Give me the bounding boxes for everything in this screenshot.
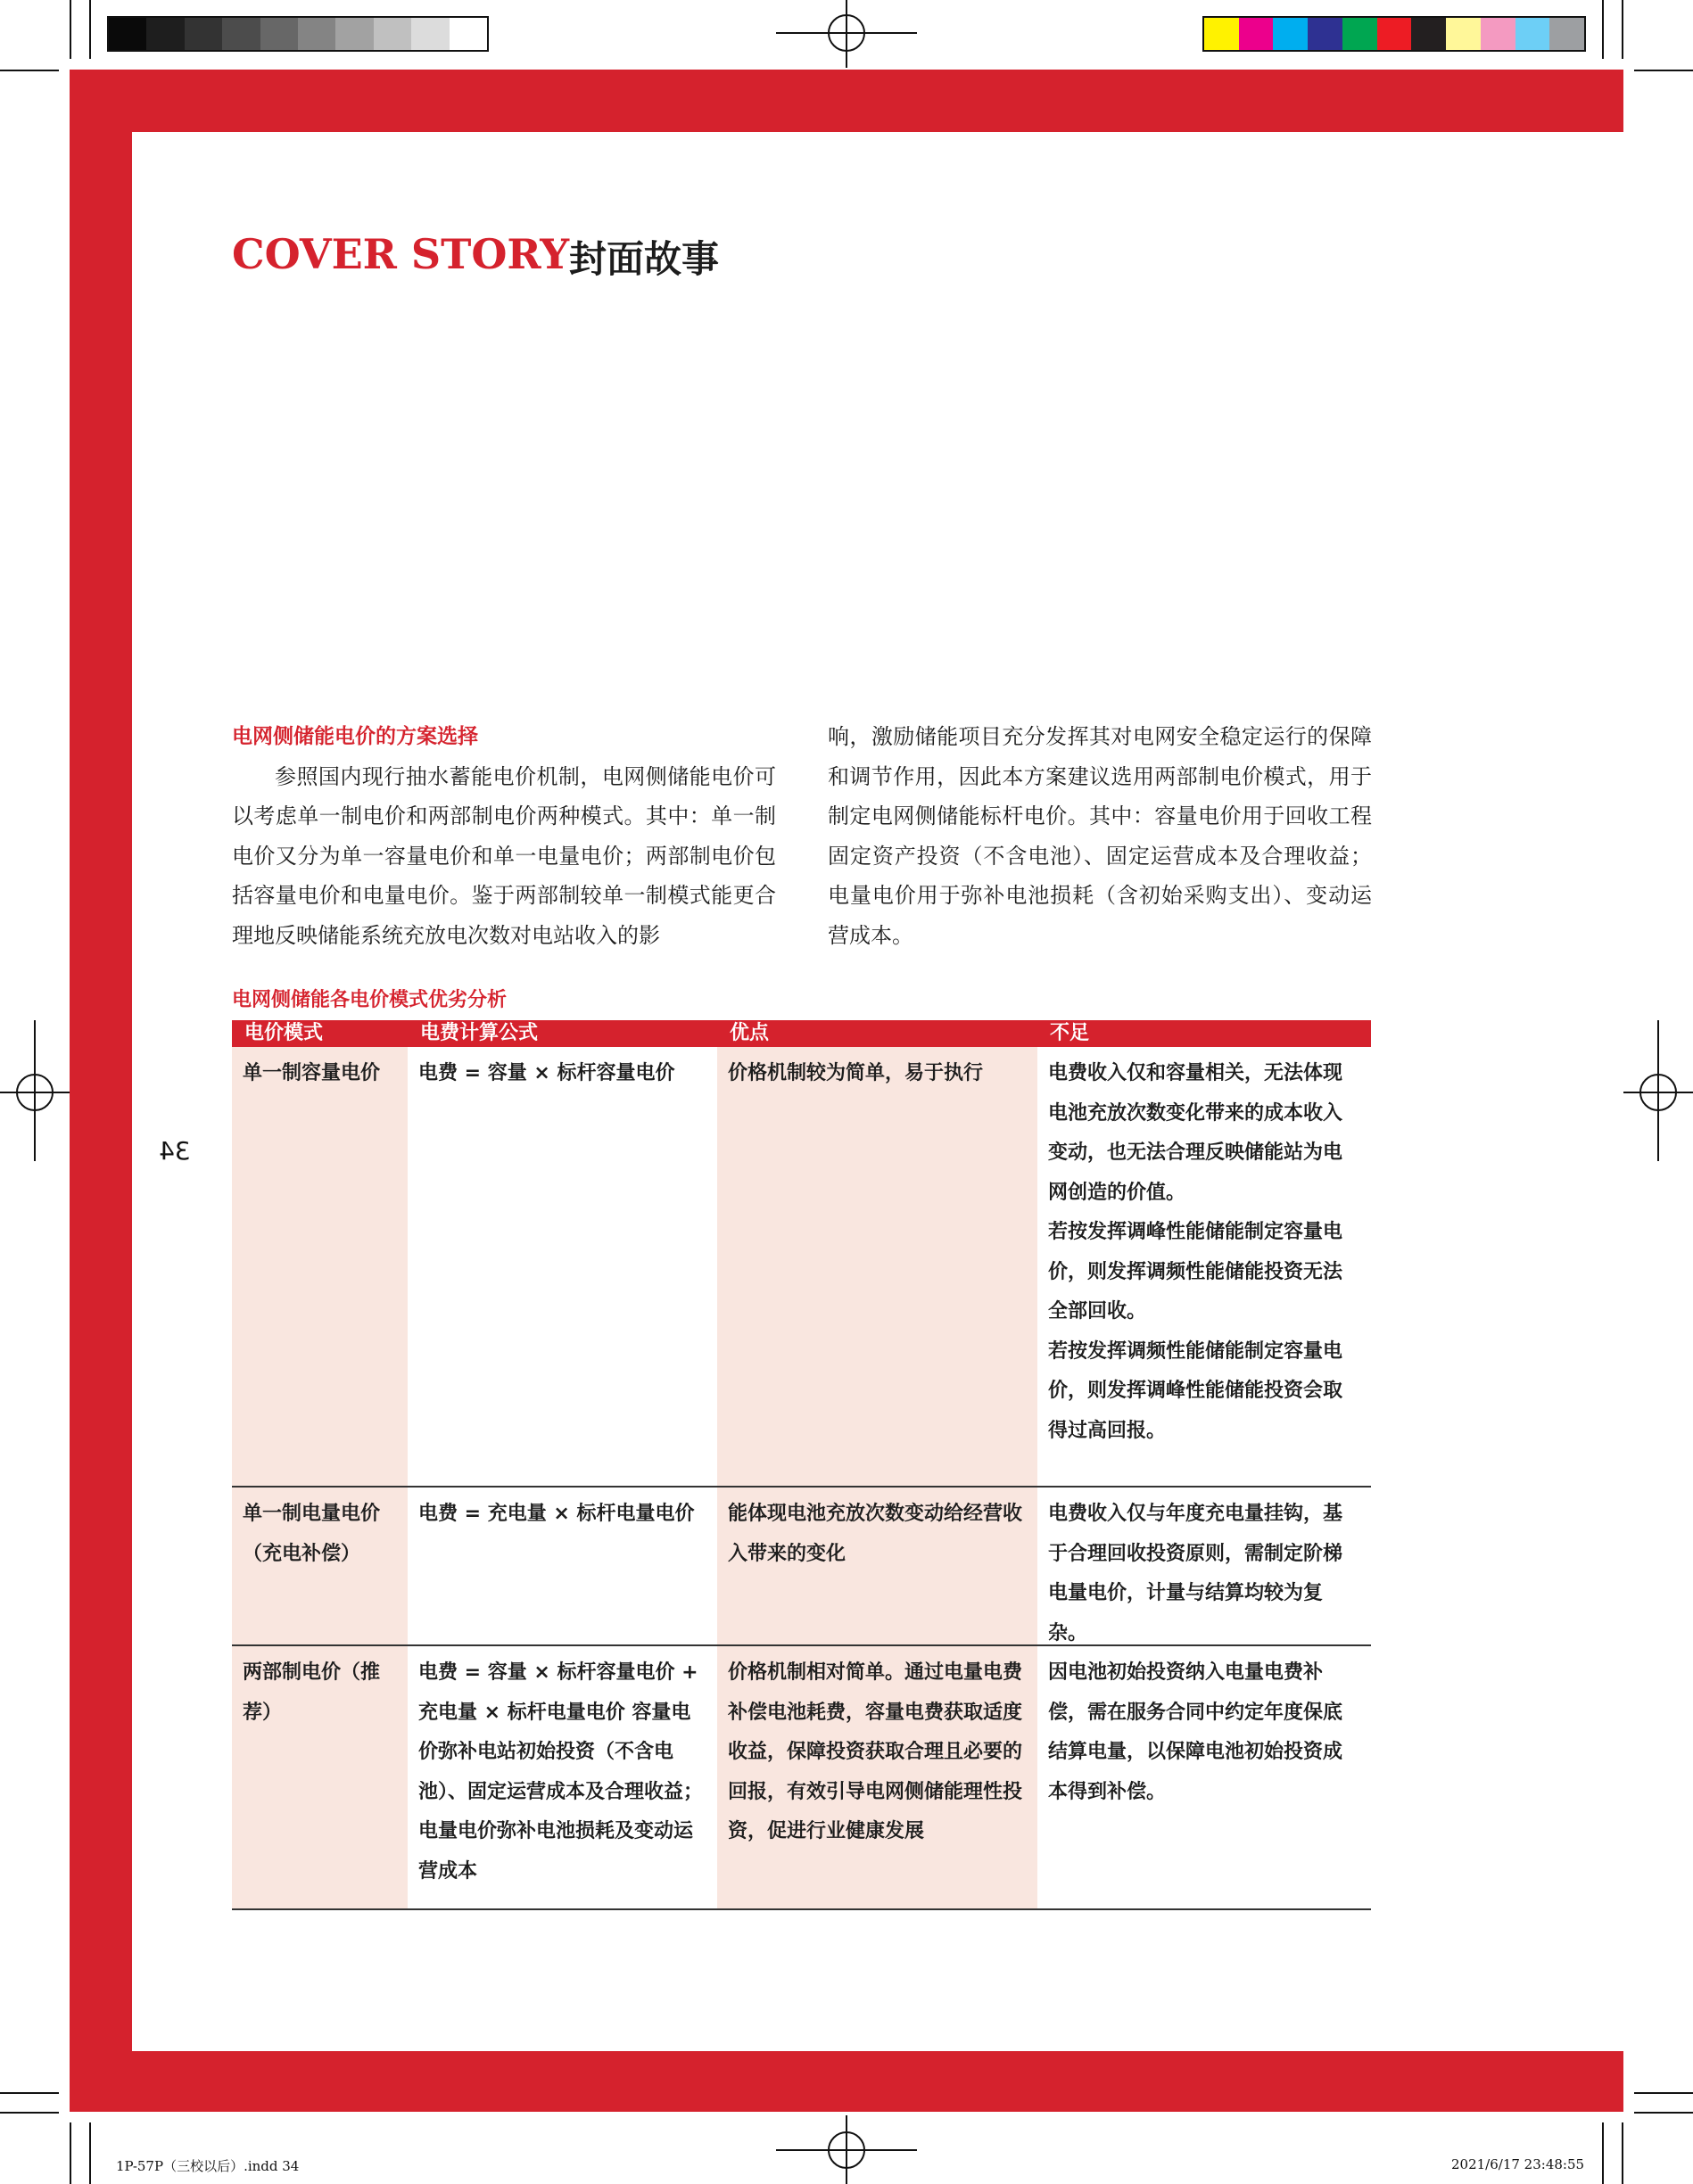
table-title: 电网侧储能各电价模式优劣分析 bbox=[232, 989, 508, 1011]
cell-pros: 价格机制相对简单。通过电量电费补偿电池耗费，容量电费获取适度收益，保障投资获取合理且必要的回报，有效引导电网侧储能理性投资，促进行业健康发展 bbox=[717, 1646, 1037, 1908]
gray-swatch bbox=[374, 18, 411, 50]
grayscale-calibration-bar bbox=[107, 16, 489, 52]
cell-mode: 单一制电量电价（充电补偿） bbox=[232, 1488, 408, 1644]
gray-swatch bbox=[146, 18, 184, 50]
gray-swatch bbox=[411, 18, 449, 50]
table-header-pros: 优点 bbox=[730, 1022, 770, 1044]
color-swatch bbox=[1377, 18, 1412, 50]
cell-pros: 价格机制较为简单，易于执行 bbox=[717, 1047, 1037, 1486]
gray-swatch bbox=[450, 18, 487, 50]
cell-mode: 两部制电价（推荐） bbox=[232, 1646, 408, 1908]
color-swatch bbox=[1446, 18, 1481, 50]
cons-paragraph: 若按发挥调峰性能储能制定容量电价，则发挥调频性能储能投资无法全部回收。 bbox=[1048, 1221, 1343, 1323]
cons-paragraph: 若按发挥调频性能储能制定容量电价，则发挥调峰性能储能投资会取得过高回报。 bbox=[1048, 1339, 1343, 1442]
cell-formula: 电费 = 容量 × 标杆容量电价 + 充电量 × 标杆电量电价 容量电价弥补电站初始投资（不含电池）、固定运营成本及合理收益；电量电价弥补电池损耗及变动运营成本 bbox=[408, 1646, 717, 1908]
gray-swatch bbox=[185, 18, 222, 50]
table-header-mode: 电价模式 bbox=[244, 1022, 324, 1044]
print-slug-timestamp: 2021/6/17 23:48:55 bbox=[1451, 2156, 1585, 2172]
article-heading: 电网侧储能电价的方案选择 bbox=[232, 725, 478, 748]
color-swatch bbox=[1481, 18, 1515, 50]
cell-cons bbox=[1037, 1646, 1371, 1908]
gray-swatch bbox=[298, 18, 335, 50]
color-swatch bbox=[1239, 18, 1274, 50]
color-calibration-bar bbox=[1202, 16, 1586, 52]
cons-paragraph: 因电池初始投资纳入电量电费补偿，需在服务合同中约定年度保底结算电量，以保障电池初始投资成本得到补偿。 bbox=[1048, 1661, 1343, 1803]
gray-swatch bbox=[260, 18, 298, 50]
red-frame-left bbox=[70, 70, 132, 2112]
cell-cons bbox=[1037, 1488, 1371, 1644]
pricing-table bbox=[232, 1020, 1371, 1910]
gray-swatch bbox=[222, 18, 260, 50]
cons-paragraph: 电费收入仅和容量相关，无法体现电池充放次数变化带来的成本收入变动，也无法合理反映储能站为电网创造的价值。 bbox=[1048, 1062, 1343, 1204]
gray-swatch bbox=[109, 18, 146, 50]
table-row bbox=[232, 1646, 1371, 1910]
color-swatch bbox=[1308, 18, 1342, 50]
cell-cons bbox=[1037, 1047, 1371, 1486]
cell-mode: 单一制容量电价 bbox=[232, 1047, 408, 1486]
section-title-cn: 封面故事 bbox=[569, 237, 720, 281]
color-swatch bbox=[1273, 18, 1308, 50]
color-swatch bbox=[1204, 18, 1239, 50]
article-paragraph-left: 参照国内现行抽水蓄能电价机制，电网侧储能电价可以考虑单一制电价和两部制电价两种模式。其中：单一制电价又分为单一容量电价和单一电量电价；两部制电价包括容量电价和电量电价。鉴于两部制较单一制模式能更合理地反映储能系统充放电次数对电站收入的影 bbox=[232, 763, 776, 948]
article-left-column bbox=[232, 717, 776, 955]
color-swatch bbox=[1342, 18, 1377, 50]
table-header-row bbox=[232, 1020, 1371, 1047]
table-row bbox=[232, 1488, 1371, 1646]
cell-formula: 电费 = 充电量 × 标杆电量电价 bbox=[408, 1488, 717, 1644]
print-slug-file: 1P-57P（三校以后）.indd 34 bbox=[116, 2158, 300, 2174]
table-row bbox=[232, 1047, 1371, 1488]
red-frame-top bbox=[70, 70, 1623, 132]
table-header-formula: 电费计算公式 bbox=[420, 1022, 539, 1044]
red-frame-bottom bbox=[70, 2051, 1623, 2112]
color-swatch bbox=[1549, 18, 1584, 50]
cons-paragraph: 电费收入仅与年度充电量挂钩，基于合理回收投资原则，需制定阶梯电量电价，计量与结算均较为复杂。 bbox=[1048, 1503, 1343, 1644]
table-header-cons: 不足 bbox=[1050, 1022, 1090, 1044]
article-right-column bbox=[828, 717, 1372, 955]
page-number: 34 bbox=[159, 1136, 191, 1166]
color-swatch bbox=[1411, 18, 1446, 50]
color-swatch bbox=[1515, 18, 1550, 50]
cell-formula: 电费 = 容量 × 标杆容量电价 bbox=[408, 1047, 717, 1486]
gray-swatch bbox=[335, 18, 373, 50]
cell-pros: 能体现电池充放次数变动给经营收入带来的变化 bbox=[717, 1488, 1037, 1644]
section-title-en: COVER STORY bbox=[232, 230, 570, 278]
article-paragraph-right: 响，激励储能项目充分发挥其对电网安全稳定运行的保障和调节作用，因此本方案建议选用两部制电价模式，用于制定电网侧储能标杆电价。其中：容量电价用于回收工程固定资产投资（不含电池）、固定运营成本及合理收益；电量电价用于弥补电池损耗（含初始采购支出）、变动运营成本。 bbox=[828, 724, 1372, 948]
